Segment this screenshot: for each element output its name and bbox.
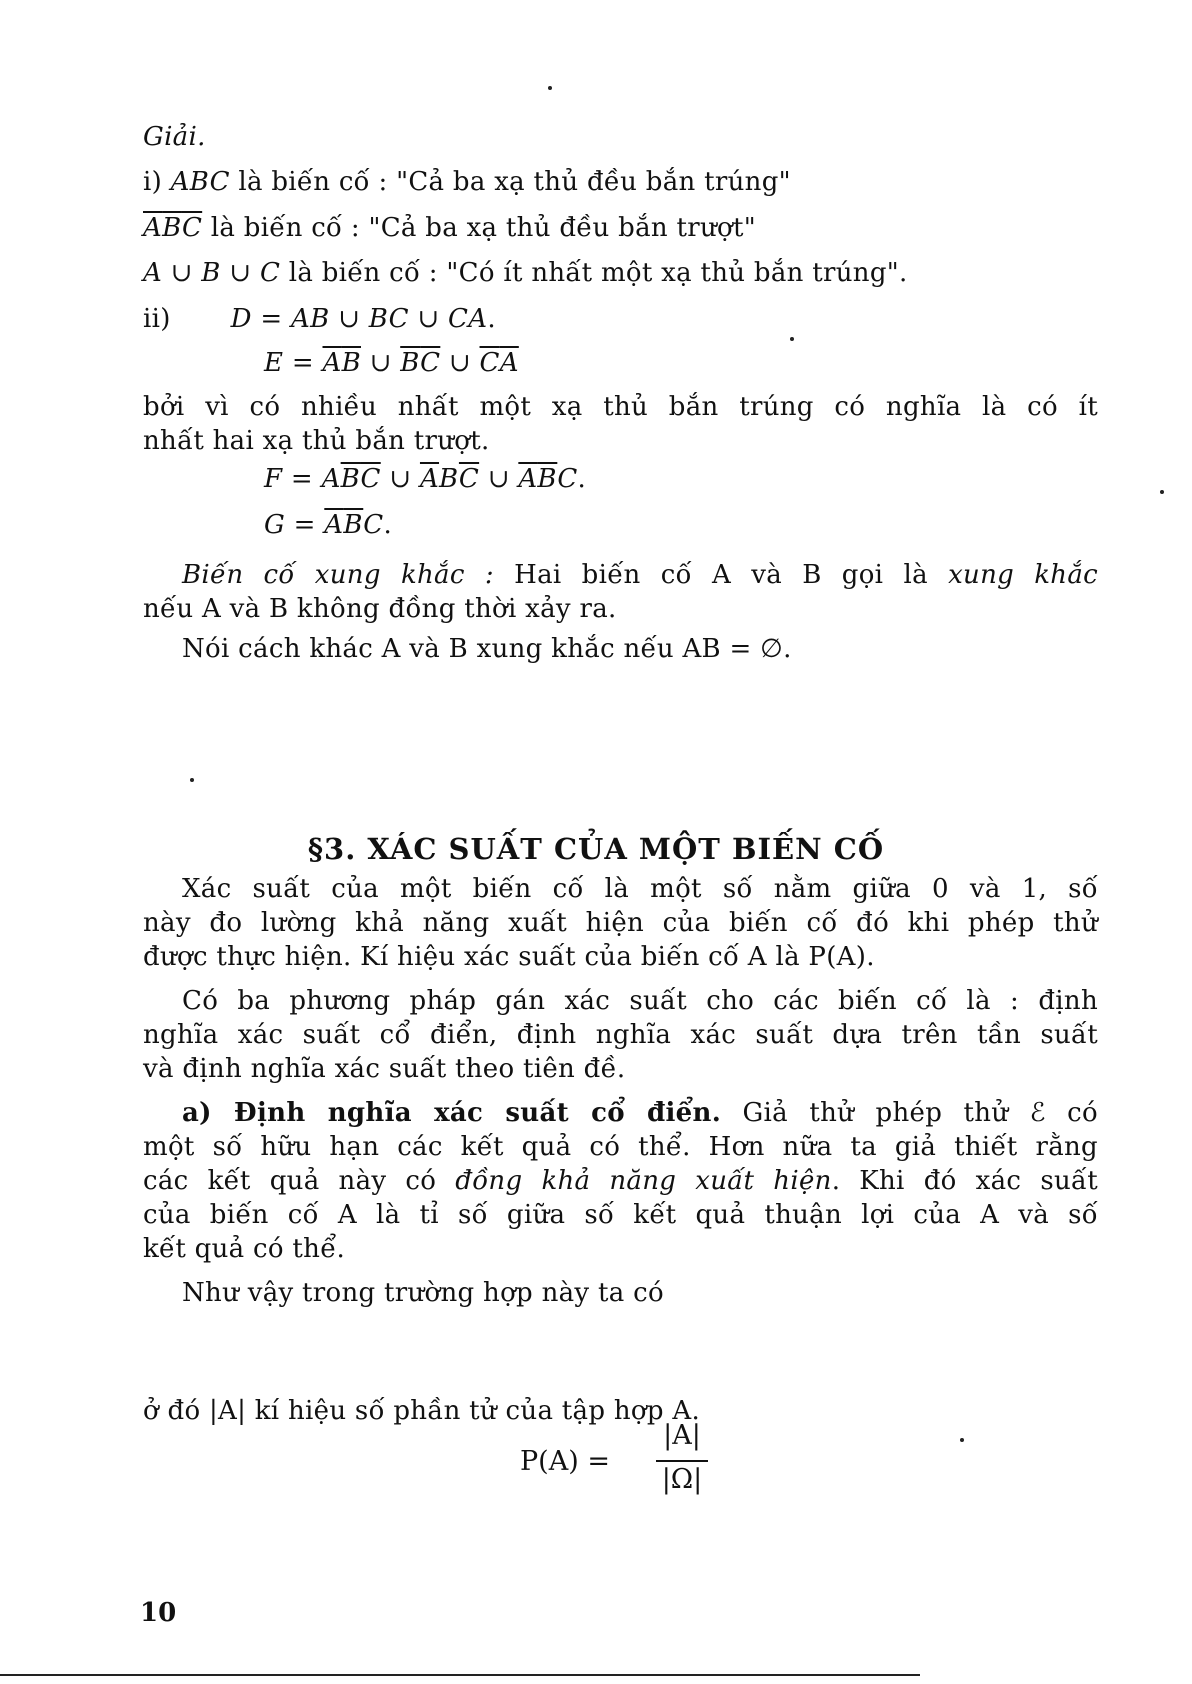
para5: ở đó |A| kí hiệu số phần tử của tập hợp A.: [143, 1396, 701, 1426]
solution-line-i-abc: i) ABC là biến cố : "Cả ba xạ thủ đều bắn trúng": [143, 167, 791, 197]
para3-line2: một số hữu hạn các kết quả có thể. Hơn nữa ta giả thiết rằng: [143, 1132, 1098, 1162]
explanation-line-2: nhất hai xạ thủ bắn trượt.: [143, 426, 490, 456]
formula-numerator: |A|: [663, 1420, 701, 1451]
section-heading: §3. XÁC SUẤT CỦA MỘT BIẾN CỐ: [307, 832, 885, 866]
para3-line1: a) Định nghĩa xác suất cổ điển. Giả thử phép thử ℰ có: [182, 1098, 1098, 1128]
formula-lhs: P(A) =: [520, 1446, 610, 1477]
para1-line1: Xác suất của một biến cố là một số nằm giữa 0 và 1, số: [182, 874, 1098, 904]
para3-line4: của biến cố A là tỉ số giữa số kết quả thuận lợi của A và số: [143, 1200, 1098, 1230]
para2-line1: Có ba phương pháp gán xác suất cho các biến cố là : định: [182, 986, 1098, 1016]
formula-e: $E = \overline{A}\overline{B}$ ∪ $\overline{B}\overline{C}$ ∪ $\overline{C}\overline{A}$: [264, 348, 519, 378]
para1-line3: được thực hiện. Kí hiệu xác suất của biến cố A là P(A).: [143, 942, 875, 972]
explanation-line-1: bởi vì có nhiều nhất một xạ thủ bắn trúng có nghĩa là có ít: [143, 392, 1098, 422]
para4: Như vậy trong trường hợp này ta có: [182, 1278, 664, 1308]
formula-f: $F = A\overline{B}\overline{C}$ ∪ $\overline{A}B\overline{C}$ ∪ $\overline{A}\overline{B}C$.: [264, 464, 587, 494]
solution-label: Giải.: [143, 122, 206, 152]
solution-line-union: A ∪ B ∪ C là biến cố : "Có ít nhất một xạ thủ bắn trúng".: [143, 258, 908, 288]
para2-line3: và định nghĩa xác suất theo tiên đề.: [143, 1054, 626, 1084]
scan-speck: [790, 337, 794, 341]
fraction-bar: [656, 1460, 708, 1462]
scan-speck: [960, 1438, 964, 1442]
page-number: 10: [140, 1598, 177, 1628]
scan-speck: [190, 778, 194, 782]
bottom-rule: [0, 1674, 920, 1676]
para2-line2: nghĩa xác suất cổ điển, định nghĩa xác suất dựa trên tần suất: [143, 1020, 1098, 1050]
formula-denominator: |Ω|: [661, 1464, 703, 1495]
definition-line-1: Biến cố xung khắc : Hai biến cố A và B gọi là xung khắc: [182, 560, 1098, 590]
para1-line2: này đo lường khả năng xuất hiện của biến cố đó khi phép thử: [143, 908, 1098, 938]
scan-speck: [1160, 490, 1164, 494]
solution-line-abc-complement: $\overline{A}\overline{B}\overline{C}$ là biến cố : "Cả ba xạ thủ đều bắn trượt": [143, 213, 756, 243]
para3-line3: các kết quả này có đồng khả năng xuất hiện. Khi đó xác suất: [143, 1166, 1098, 1196]
definition-line-3: Nói cách khác A và B xung khắc nếu AB = ∅.: [182, 634, 792, 664]
formula-d: ii) D = AB ∪ BC ∪ CA.: [143, 304, 496, 334]
para3-line5: kết quả có thể.: [143, 1234, 346, 1264]
definition-line-2: nếu A và B không đồng thời xảy ra.: [143, 594, 617, 624]
scan-speck: [548, 86, 552, 90]
formula-g: $G = \overline{A}\overline{B}C$.: [264, 510, 393, 540]
